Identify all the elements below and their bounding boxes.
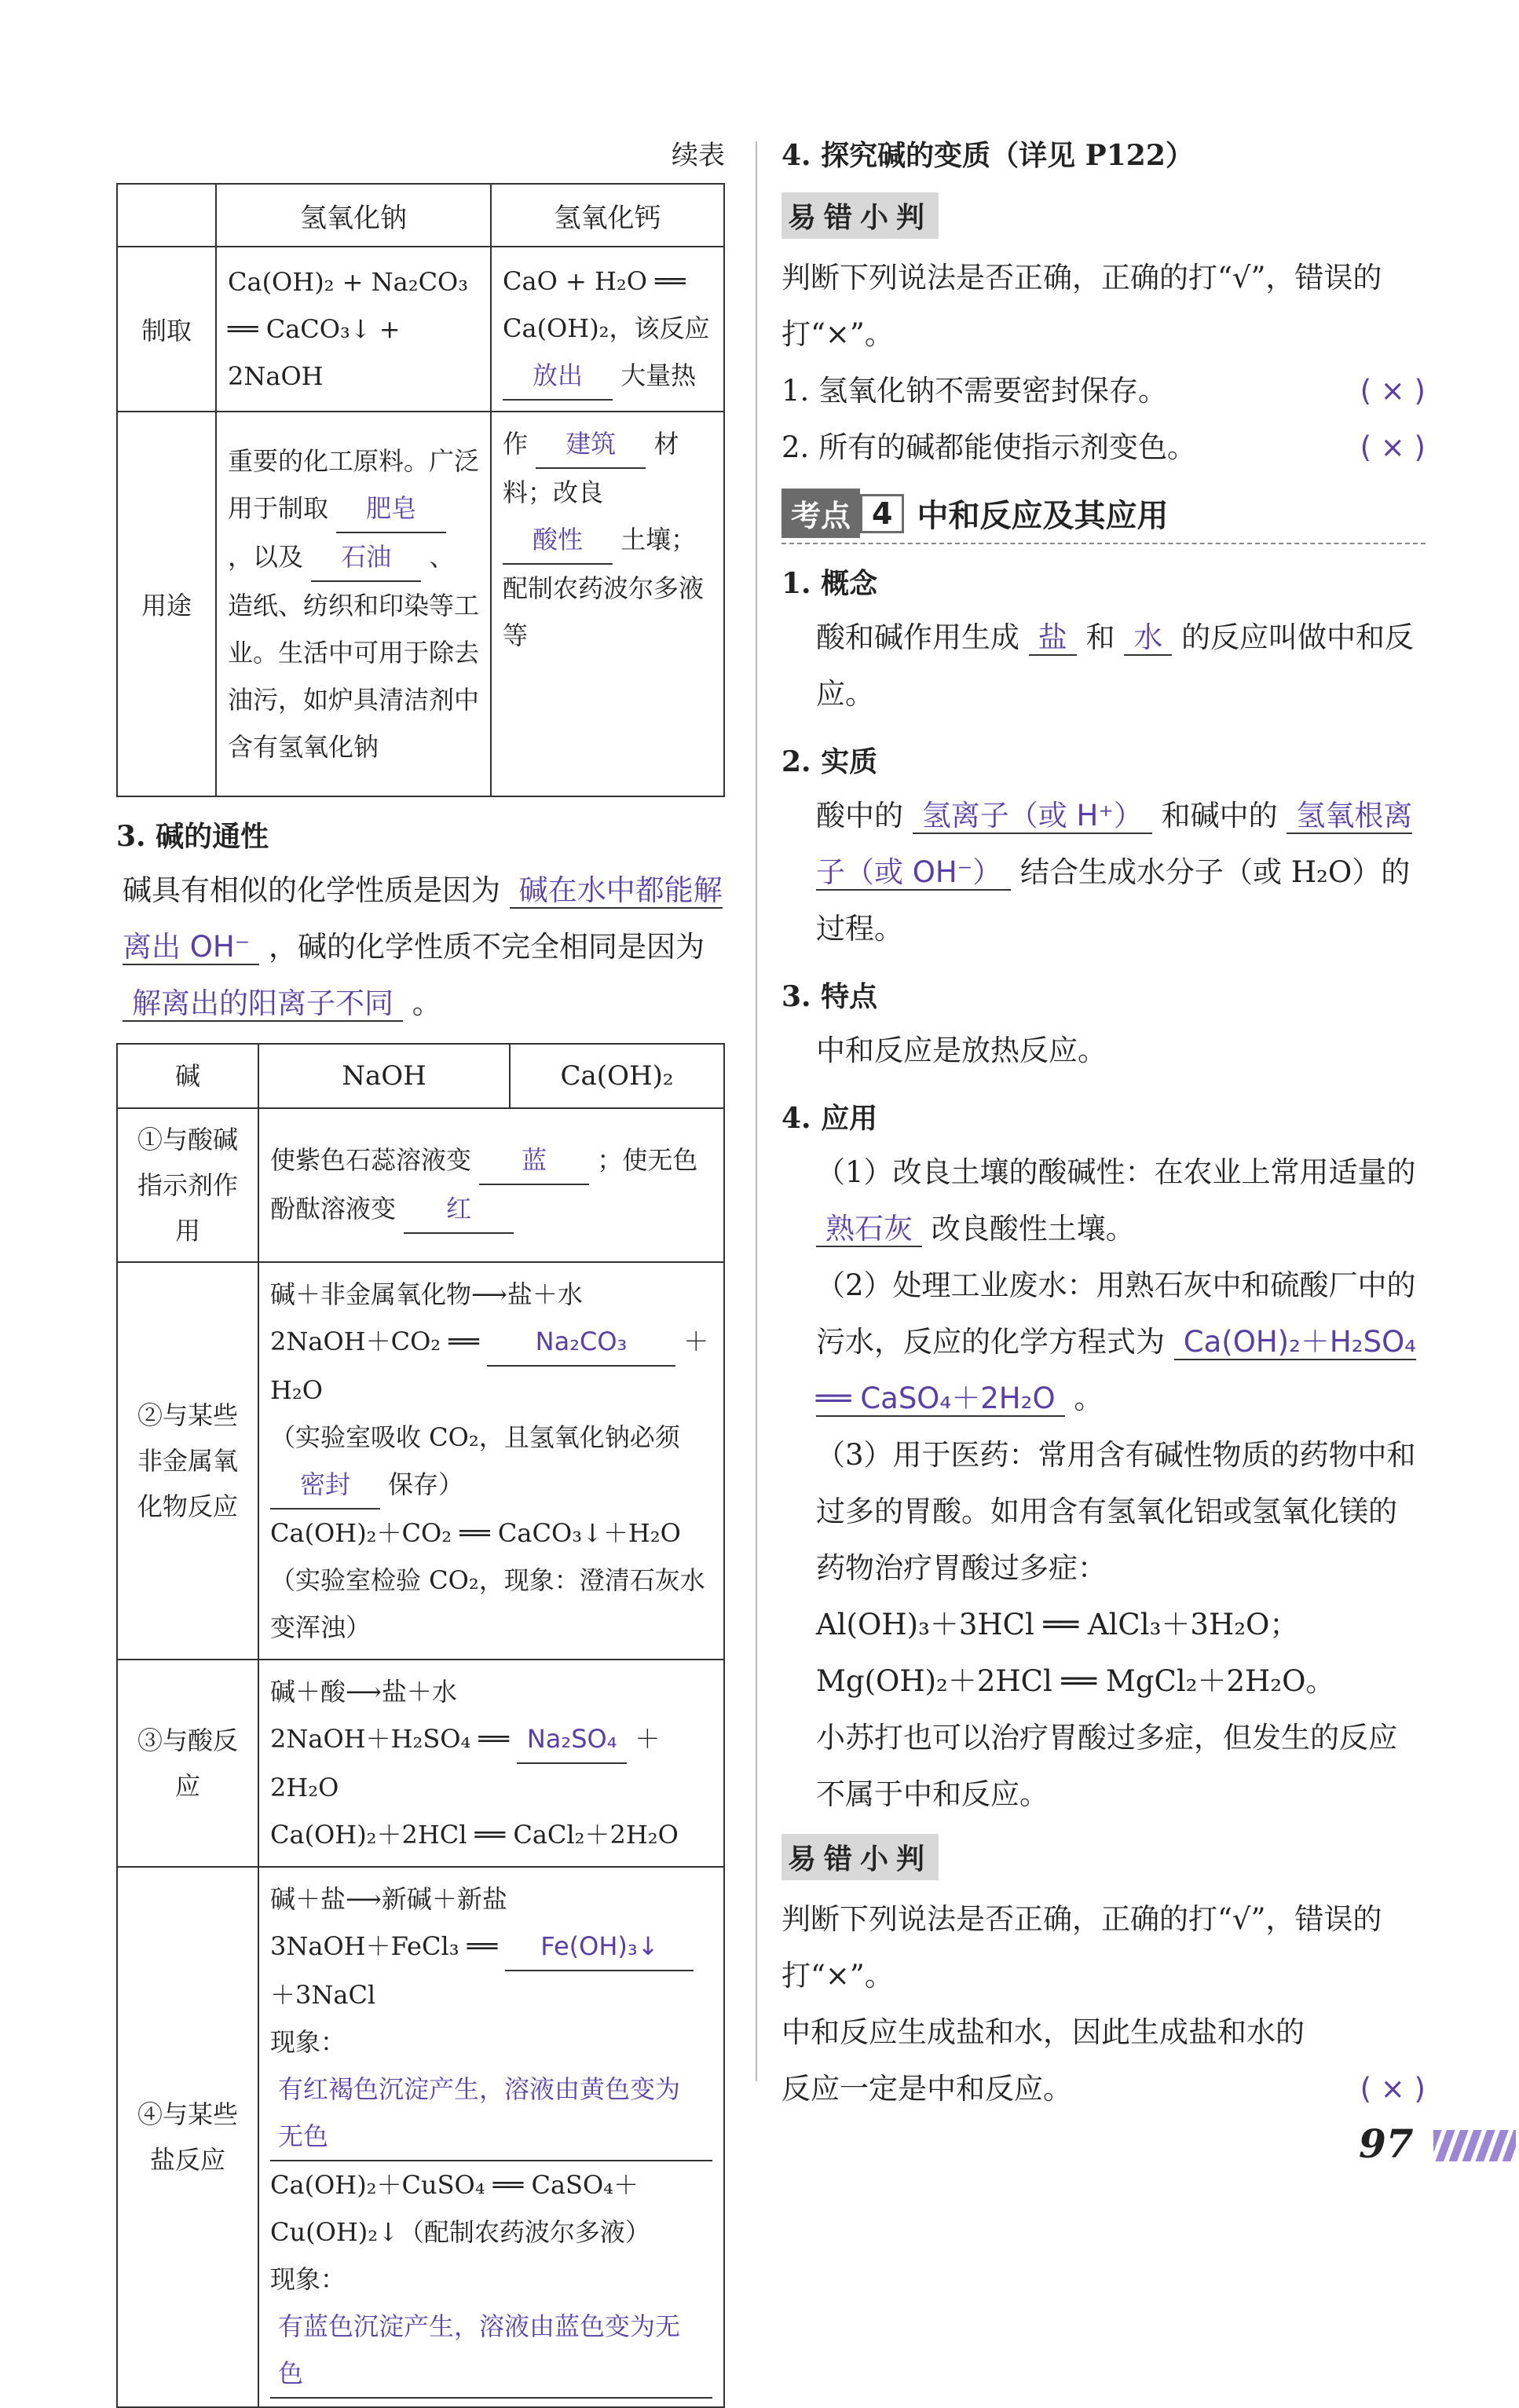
answer-blank: 放出	[503, 352, 613, 401]
subsection-title: 1. 概念	[781, 567, 878, 600]
section-title: 3. 碱的通性	[116, 820, 269, 853]
answer-blank: 水	[1124, 620, 1172, 656]
left-column	[116, 134, 725, 2408]
caoh-usage: 作 建筑 材料；改良 酸性 土壤；配制农药波尔多液等	[491, 412, 724, 796]
section3-text: 碱具有相似的化学性质是因为 碱在水中都能解离出 OH⁻ ，碱的化学性质不完全相同是因为 解离出的阳离子不同 。	[123, 873, 723, 1020]
row-label-nonmetal-oxide: ②与某些非金属氧化物反应	[117, 1262, 258, 1660]
application-1: （1）改良土壤的酸碱性：在农业上常用适量的 熟石灰 改良酸性土壤。	[816, 1155, 1416, 1246]
column-divider	[756, 141, 757, 2081]
answer-blank: 密封	[270, 1461, 380, 1510]
answer-blank: Ca(OH)₂＋H₂SO₄ ══ CaSO₄＋2H₂O	[816, 1325, 1417, 1415]
answer-blank: 酸性	[503, 516, 613, 565]
answer-blank: 有蓝色沉淀产生，溶液由蓝色变为无色	[270, 2303, 712, 2399]
table-header-caoh: 氢氧化钙	[491, 184, 724, 247]
table-header-empty	[117, 184, 216, 247]
error-check-tag: 易错小判	[781, 1834, 939, 1880]
error-check-tag: 易错小判	[781, 192, 939, 239]
answer-blank: Fe(OH)₃↓	[505, 1923, 694, 1971]
judge-item: 2. 所有的碱都能使指示剂变色。 ( × )	[781, 419, 1426, 476]
subsection-title: 2. 实质	[781, 745, 878, 778]
row-label-salt: ④与某些盐反应	[117, 1867, 258, 2407]
naoh-usage: 重要的化工原料。广泛用于制取 肥皂 ，以及 石油 、造纸、纺织和印染等工业。生活中可用于除去油污，如炉具清洁剂中含有氢氧化钠	[216, 412, 491, 796]
page-decoration	[1433, 2130, 1516, 2161]
answer-blank: 建筑	[536, 420, 646, 469]
right-column	[781, 134, 1426, 2117]
base-properties-table	[116, 1043, 725, 2408]
answer-blank: Na₂CO₃	[487, 1318, 675, 1367]
subsection-title: 3. 特点	[781, 980, 878, 1013]
row-label-acid: ③与酸反应	[117, 1660, 258, 1867]
application-2: （2）处理工业废水：用熟石灰中和硫酸厂中的污水，反应的化学方程式为 Ca(OH)₂＋H₂SO₄ ══ CaSO₄＋2H₂O 。	[816, 1268, 1417, 1415]
table-header-base: 碱	[117, 1044, 258, 1108]
judge-mark: ( × )	[1360, 430, 1426, 464]
answer-blank: 氢离子（或 H⁺）	[913, 799, 1152, 834]
key-point-header	[781, 489, 1426, 544]
caoh-preparation: CaO + H₂O ══ Ca(OH)₂，该反应 放出 大量热	[491, 247, 724, 412]
row-label-usage: 用途	[117, 412, 216, 796]
table-header-caoh: Ca(OH)₂	[510, 1044, 724, 1108]
nonmetal-oxide-cell: 碱＋非金属氧化物⟶盐＋水 2NaOH＋CO₂ ══ Na₂CO₃ ＋H₂O （实验室吸收 CO₂，且氢氧化钠必须 密封 保存） Ca(OH)₂＋CO₂ ══ CaCO₃↓＋H₂O（实验室检验 CO₂，现象：澄清石灰水变浑浊）	[258, 1262, 724, 1660]
judge-mark: ( × )	[1360, 374, 1426, 408]
answer-blank: 盐	[1029, 620, 1077, 656]
page-number: 97	[1359, 2121, 1414, 2167]
table-header-naoh: 氢氧化钠	[216, 184, 491, 247]
subsection-title: 4. 应用	[781, 1102, 878, 1135]
equation-2: Mg(OH)₂＋2HCl ══ MgCl₂＋2H₂O。	[816, 1664, 1335, 1698]
answer-blank: 红	[404, 1185, 514, 1234]
answer-blank: 碱在水中都能解离出 OH⁻	[123, 873, 723, 964]
continued-label: 续表	[672, 140, 725, 171]
row-label-preparation: 制取	[117, 247, 216, 412]
table-header-naoh: NaOH	[258, 1044, 510, 1108]
feature-text: 中和反应是放热反应。	[816, 1034, 1107, 1067]
acid-cell: 碱＋酸⟶盐＋水 2NaOH＋H₂SO₄ ══ Na₂SO₄ ＋2H₂O Ca(OH)₂＋2HCl ══ CaCl₂＋2H₂O	[258, 1660, 724, 1867]
judge-mark: ( × )	[1360, 2072, 1426, 2106]
answer-blank: Na₂SO₄	[517, 1715, 627, 1764]
essence-text: 酸中的 氢离子（或 H⁺） 和碱中的 氢氧根离子（或 OH⁻） 结合生成水分子（或 H₂O）的过程。	[816, 799, 1413, 946]
answer-blank: 石油	[311, 533, 421, 582]
answer-blank: 肥皂	[336, 485, 446, 533]
judge-instruction: 判断下列说法是否正确，正确的打“√”，错误的打“×”。	[781, 261, 1382, 351]
naoh-preparation: Ca(OH)₂ + Na₂CO₃ ══ CaCO₃↓ + 2NaOH	[216, 247, 491, 412]
section4-title: 4. 探究碱的变质（详见 P122）	[781, 139, 1194, 172]
judge-item: 中和反应生成盐和水，因此生成盐和水的反应一定是中和反应。 ( × )	[781, 2004, 1426, 2117]
key-point-number: 4	[860, 494, 904, 533]
judge-item: 1. 氢氧化钠不需要密封保存。 ( × )	[781, 363, 1426, 419]
equation-1: Al(OH)₃＋3HCl ══ AlCl₃＋3H₂O；	[816, 1608, 1299, 1641]
concept-text: 酸和碱作用生成 盐 和 水 的反应叫做中和反应。	[816, 620, 1415, 711]
baking-soda-note: 小苏打也可以治疗胃酸过多症，但发生的反应不属于中和反应。	[816, 1721, 1397, 1811]
row-label-indicator: ①与酸碱指示剂作用	[117, 1108, 258, 1262]
answer-blank: 解离出的阳离子不同	[123, 986, 403, 1022]
salt-cell: 碱＋盐⟶新碱＋新盐 3NaOH＋FeCl₃ ══ Fe(OH)₃↓ ＋3NaCl 现象： 有红褐色沉淀产生，溶液由黄色变为无色 Ca(OH)₂＋CuSO₄ ══ CaSO₄＋Cu(OH)₂↓（配制农药波尔多液） 现象： 有蓝色沉淀产生，溶液由蓝色变为无色	[258, 1867, 724, 2407]
application-3: （3）用于医药：常用含有碱性物质的药物中和过多的胃酸。如用含有氢氧化铝或氢氧化镁的药物治疗胃酸过多症：	[816, 1438, 1416, 1585]
answer-blank: 有红褐色沉淀产生，溶液由黄色变为无色	[270, 2066, 712, 2161]
judge-instruction: 判断下列说法是否正确，正确的打“√”，错误的打“×”。	[781, 1902, 1382, 1993]
hydroxide-table	[116, 183, 725, 797]
key-point-badge: 考点	[781, 489, 860, 538]
answer-blank: 氢氧根离子（或 OH⁻）	[816, 799, 1413, 889]
answer-blank: 蓝	[479, 1136, 589, 1185]
answer-blank: 熟石灰	[816, 1212, 922, 1247]
key-point-title: 中和反应及其应用	[917, 498, 1169, 534]
indicator-cell: 使紫色石蕊溶液变 蓝 ；使无色酚酞溶液变 红	[258, 1108, 724, 1262]
